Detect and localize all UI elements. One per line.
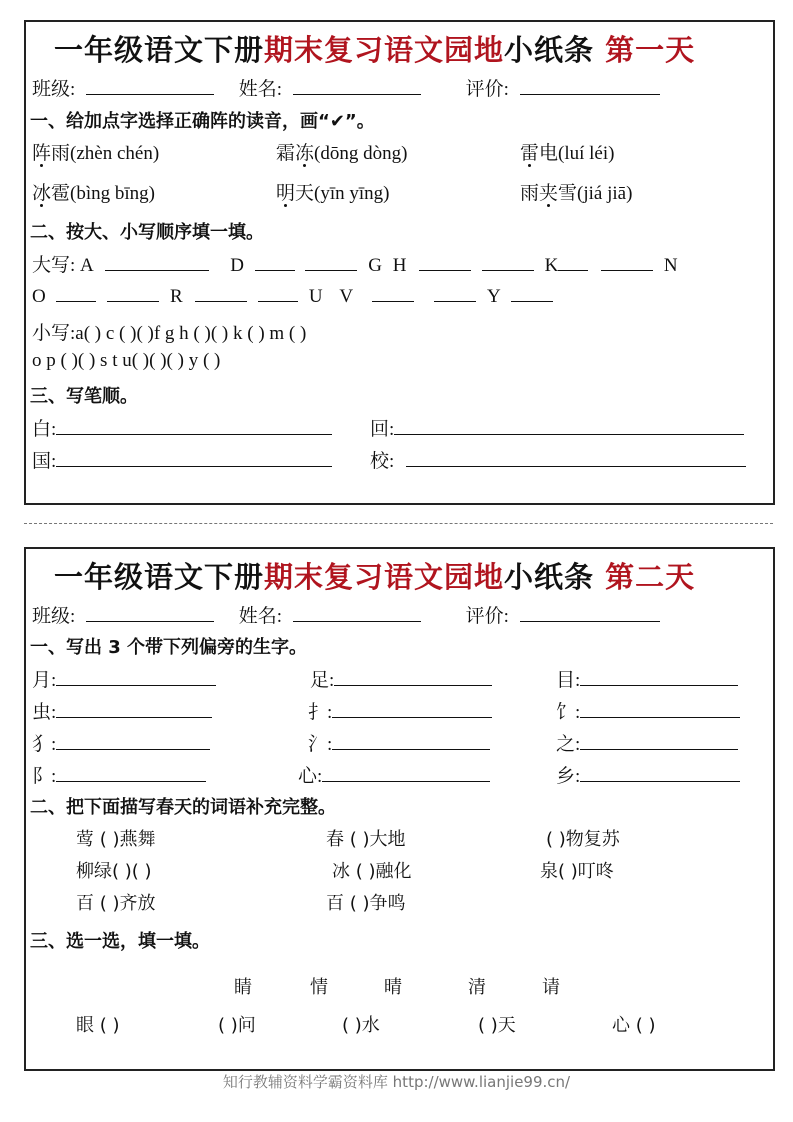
pinyin-options: 雨(zhèn chén)	[51, 143, 160, 164]
blank[interactable]	[511, 283, 553, 302]
name-label: 姓名:	[238, 79, 283, 100]
radical-item	[298, 761, 490, 788]
pinyin-item[interactable]	[520, 178, 632, 205]
day-label: 第一天	[605, 33, 696, 67]
radical-field[interactable]	[56, 731, 210, 750]
blank[interactable]	[558, 252, 588, 271]
radical-label: 犭:	[32, 734, 57, 755]
radical-item	[310, 665, 492, 692]
title-red-part: 期末复习语文园地	[264, 33, 505, 67]
pinyin-item[interactable]	[32, 138, 159, 165]
radical-item	[32, 697, 212, 724]
dotted-char: 雷	[520, 143, 540, 164]
stroke-field[interactable]	[56, 448, 332, 467]
blank[interactable]	[107, 283, 159, 302]
info-row	[32, 74, 660, 101]
blank[interactable]	[434, 283, 476, 302]
radical-field[interactable]	[56, 699, 212, 718]
letter: N	[663, 255, 678, 276]
blank[interactable]	[258, 283, 298, 302]
radical-field[interactable]	[56, 763, 206, 782]
radical-field[interactable]	[334, 667, 492, 686]
phrase-item[interactable]: 冰 ( )融化	[332, 861, 412, 882]
phrase-item[interactable]: 百 ( )齐放	[76, 893, 156, 914]
letter: Y	[487, 286, 501, 307]
pinyin-item[interactable]	[520, 138, 614, 165]
stroke-field[interactable]	[406, 448, 746, 467]
pinyin-options: 天(yīn yīng)	[295, 183, 390, 204]
blank[interactable]	[305, 252, 357, 271]
radical-item	[32, 665, 216, 692]
dotted-char: 冻	[295, 143, 315, 164]
section3-heading: 三、写笔顺。	[30, 386, 138, 407]
blank[interactable]	[419, 252, 471, 271]
blank[interactable]	[56, 283, 96, 302]
day1-title	[54, 28, 695, 69]
section2-heading: 二、按大、小写顺序填一填。	[30, 222, 264, 243]
choice-char: 情	[310, 977, 328, 998]
radical-field[interactable]	[580, 699, 740, 718]
radical-label: 阝:	[32, 766, 57, 787]
radical-item	[308, 729, 490, 756]
letter: U	[308, 286, 323, 307]
pinyin-item[interactable]	[32, 178, 155, 205]
letter: K	[544, 255, 559, 276]
day-label: 第二天	[605, 560, 696, 594]
blank[interactable]	[195, 283, 247, 302]
choice-char: 清	[468, 977, 486, 998]
blank[interactable]	[372, 283, 414, 302]
fill-blank[interactable]: ( )水	[342, 1015, 380, 1036]
stroke-item	[370, 414, 744, 441]
radical-item	[556, 729, 738, 756]
radical-item	[556, 761, 740, 788]
pinyin-options: 雹(bìng bīng)	[51, 183, 155, 204]
section3-heading: 三、选一选，填一填。	[30, 931, 210, 952]
cut-line-divider	[24, 523, 773, 524]
letter: H	[392, 255, 407, 276]
phrase-item[interactable]: 泉( )叮咚	[540, 861, 614, 882]
letter: V	[339, 286, 353, 307]
stroke-item	[32, 414, 332, 441]
radical-label: 目:	[556, 670, 581, 691]
eval-label: 评价:	[465, 79, 509, 100]
lowercase-row2[interactable]: o p ( )( ) s t u( )( )( ) y ( )	[32, 350, 221, 371]
dotted-char: 冰	[32, 183, 52, 204]
radical-label: 乡:	[556, 766, 581, 787]
name-field[interactable]	[293, 76, 421, 95]
eval-field[interactable]	[520, 603, 660, 622]
uppercase-row1	[32, 250, 678, 277]
blank[interactable]	[255, 252, 295, 271]
letter: G	[368, 255, 382, 276]
radical-field[interactable]	[332, 731, 490, 750]
radical-item	[32, 729, 210, 756]
letter: R	[169, 286, 183, 307]
char-label: 白:	[32, 419, 57, 440]
radical-field[interactable]	[332, 699, 492, 718]
phrase-item[interactable]: ( )物复苏	[546, 829, 620, 850]
pinyin-item[interactable]	[276, 138, 407, 165]
letter: A	[80, 255, 93, 276]
class-label: 班级:	[32, 606, 76, 627]
footer-watermark: 知行教辅资料学霸资料库 http://www.lianjie99.cn/	[222, 1073, 571, 1091]
choice-char: 请	[542, 977, 560, 998]
stroke-field[interactable]	[56, 416, 332, 435]
eval-label: 评价:	[465, 606, 509, 627]
radical-field[interactable]	[56, 667, 216, 686]
choice-char: 晴	[384, 977, 402, 998]
radical-label: 虫:	[32, 702, 57, 723]
section1-heading: 一、给加点字选择正确阵的读音，画“✔”。	[30, 111, 375, 132]
pinyin-item[interactable]	[276, 178, 389, 205]
radical-field[interactable]	[580, 763, 740, 782]
char-label: 回:	[370, 419, 395, 440]
blank[interactable]	[482, 252, 534, 271]
name-label: 姓名:	[238, 606, 283, 627]
char: 霜	[276, 143, 296, 164]
name-field[interactable]	[293, 603, 421, 622]
section1-heading: 一、写出 3 个带下列偏旁的生字。	[30, 637, 308, 658]
pinyin-options: 雪(jiá jiā)	[558, 183, 633, 204]
stroke-item	[32, 446, 332, 473]
radical-label: 饣:	[556, 702, 581, 723]
radical-label: 心:	[298, 766, 323, 787]
radical-label: 之:	[556, 734, 581, 755]
title-part: 小纸条	[504, 560, 606, 594]
uppercase-label: 大写:	[32, 255, 76, 276]
fill-blank[interactable]: 心 ( )	[612, 1015, 656, 1036]
info-row	[32, 601, 660, 628]
title-red-part: 期末复习语文园地	[264, 560, 505, 594]
radical-item	[556, 697, 740, 724]
day2-title	[54, 555, 695, 596]
class-field[interactable]	[86, 76, 214, 95]
title-part: 一年级语文下册	[54, 33, 265, 67]
uppercase-row2	[32, 283, 553, 308]
stroke-field[interactable]	[394, 416, 744, 435]
dotted-char: 夹	[539, 183, 559, 204]
radical-item	[556, 665, 738, 692]
worksheet-day1	[24, 20, 775, 505]
section2-heading: 二、把下面描写春天的词语补充完整。	[30, 797, 336, 818]
pinyin-options: (dōng dòng)	[314, 143, 408, 164]
char: 雨	[520, 183, 540, 204]
radical-label: 扌:	[308, 702, 333, 723]
pinyin-options: 电(luí léi)	[539, 143, 615, 164]
phrase-item[interactable]: 百 ( )争鸣	[326, 893, 406, 914]
letter: O	[32, 286, 46, 307]
lowercase-row1[interactable]: 小写:a( ) c ( )( )f g h ( )( ) k ( ) m ( )	[32, 323, 307, 344]
phrase-item[interactable]: 春 ( )大地	[326, 829, 406, 850]
title-part: 一年级语文下册	[54, 560, 265, 594]
radical-label: 氵:	[308, 734, 333, 755]
worksheet-day2	[24, 547, 775, 1071]
radical-field[interactable]	[580, 667, 738, 686]
radical-field[interactable]	[580, 731, 738, 750]
stroke-item	[370, 446, 746, 473]
class-field[interactable]	[86, 603, 214, 622]
char-label: 校:	[370, 451, 395, 472]
fill-blank[interactable]: 眼 ( )	[76, 1015, 120, 1036]
char-label: 国:	[32, 451, 57, 472]
title-part: 小纸条	[504, 33, 606, 67]
dotted-char: 阵	[32, 143, 52, 164]
fill-blank[interactable]: ( )天	[478, 1015, 516, 1036]
phrase-item[interactable]: 莺 ( )燕舞	[76, 829, 156, 850]
blank[interactable]	[105, 252, 209, 271]
dotted-char: 明	[276, 183, 296, 204]
blank[interactable]	[601, 252, 653, 271]
radical-item	[308, 697, 492, 724]
eval-field[interactable]	[520, 76, 660, 95]
phrase-item[interactable]: 柳绿( )( )	[76, 861, 152, 882]
class-label: 班级:	[32, 79, 76, 100]
letter: D	[230, 255, 244, 276]
radical-field[interactable]	[322, 763, 490, 782]
radical-label: 月:	[32, 670, 57, 691]
radical-label: 足:	[310, 670, 335, 691]
radical-item	[32, 761, 206, 788]
fill-blank[interactable]: ( )问	[218, 1015, 256, 1036]
choice-char: 睛	[234, 977, 252, 998]
